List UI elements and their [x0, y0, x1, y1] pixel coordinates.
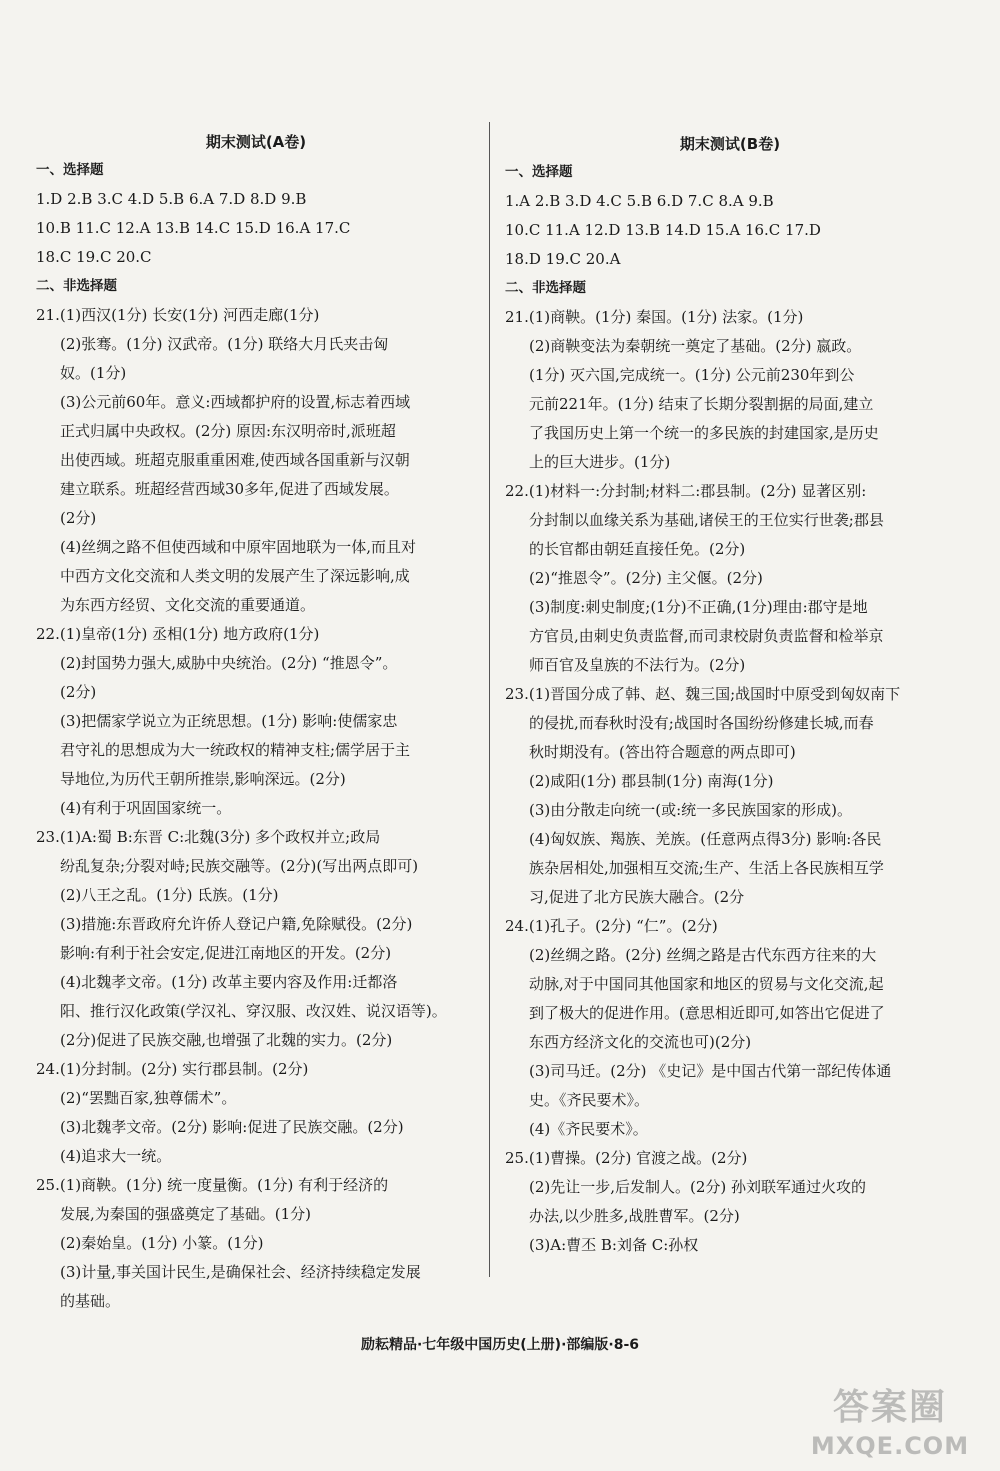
answer-line: (3)公元前60年。意义:西域都护府的设置,标志着西域: [60, 393, 411, 411]
answer-line: 动脉,对于中国同其他国家和地区的贸易与文化交流,起: [529, 975, 884, 993]
answer-line: (2)“罢黜百家,独尊儒术”。: [60, 1089, 237, 1107]
answer-line: (2)丝绸之路。(2分) 丝绸之路是古代东西方往来的大: [529, 946, 877, 964]
section-heading: 一、选择题: [505, 164, 573, 180]
answer-line: (4)追求大一统。: [60, 1147, 172, 1165]
answer-line: (2)张骞。(1分) 汉武帝。(1分) 联络大月氏夹击匈: [60, 335, 389, 353]
answer-line: (3)司马迁。(2分) 《史记》是中国古代第一部纪传体通: [529, 1062, 892, 1080]
answer-line: (3)措施:东晋政府允许侨人登记户籍,免除赋役。(2分): [60, 915, 413, 933]
answer-line: 1.D 2.B 3.C 4.D 5.B 6.A 7.D 8.D 9.B: [36, 190, 307, 208]
section-heading: 二、非选择题: [505, 280, 586, 296]
answer-line: (3)北魏孝文帝。(2分) 影响:促进了民族交融。(2分): [60, 1118, 404, 1136]
answer-line: (3)计量,事关国计民生,是确保社会、经济持续稳定发展: [60, 1263, 421, 1281]
answer-line: 23.(1)晋国分成了韩、赵、魏三国;战国时中原受到匈奴南下: [505, 685, 901, 703]
test-a-answers: [36, 156, 476, 1316]
answer-line: 习,促进了北方民族大融合。(2分: [529, 888, 745, 906]
answer-line: 中西方文化交流和人类文明的发展产生了深远影响,成: [60, 567, 410, 585]
answer-line: 25.(1)商鞅。(1分) 统一度量衡。(1分) 有利于经济的: [36, 1176, 389, 1194]
answer-line: 10.C 11.A 12.D 13.B 14.D 15.A 16.C 17.D: [505, 221, 821, 239]
answer-line: 上的巨大进步。(1分): [529, 453, 671, 471]
answer-line: (2分): [60, 683, 97, 701]
test-b-column: [505, 128, 955, 1260]
answer-line: 导地位,为历代王朝所推崇,影响深远。(2分): [60, 770, 346, 788]
answer-line: (2)秦始皇。(1分) 小篆。(1分): [60, 1234, 264, 1252]
answer-line: 25.(1)曹操。(2分) 官渡之战。(2分): [505, 1149, 748, 1167]
answer-line: (2)商鞅变法为秦朝统一奠定了基础。(2分) 嬴政。: [529, 337, 862, 355]
answer-line: 东西方经济文化的交流也可)(2分): [529, 1033, 752, 1051]
page-footer: [0, 1334, 1000, 1354]
answer-line: 1.A 2.B 3.D 4.C 5.B 6.D 7.C 8.A 9.B: [505, 192, 774, 210]
answer-line: 君守礼的思想成为大一统政权的精神支柱;儒学居于主: [60, 741, 411, 759]
answer-line: 史。《齐民要术》。: [529, 1091, 650, 1109]
answer-line: 10.B 11.C 12.A 13.B 14.C 15.D 16.A 17.C: [36, 219, 351, 237]
watermark: [790, 1385, 990, 1467]
answer-line: (4)丝绸之路不但使西域和中原牢固地联为一体,而且对: [60, 538, 417, 556]
answer-line: (2)封国势力强大,威胁中央统治。(2分) “推恩令”。: [60, 654, 398, 672]
answer-line: (4)《齐民要术》。: [529, 1120, 648, 1138]
answer-line: 秋时期没有。(答出符合题意的两点即可): [529, 743, 796, 761]
answer-line: (2分): [60, 509, 97, 527]
test-b-answers: [505, 158, 955, 1260]
answer-line: 的基础。: [60, 1292, 121, 1310]
answer-line: (2)先让一步,后发制人。(2分) 孙刘联军通过火攻的: [529, 1178, 867, 1196]
answer-line: 元前221年。(1分) 结束了长期分裂割据的局面,建立: [529, 395, 874, 413]
answer-line: 到了极大的促进作用。(意思相近即可,如答出它促进了: [529, 1004, 885, 1022]
footer-text: 励耘精品·七年级中国历史(上册)·部编版·8-6: [360, 1337, 640, 1353]
answer-line: (3)把儒家学说立为正统思想。(1分) 影响:使儒家忠: [60, 712, 398, 730]
answer-line: (4)有利于巩固国家统一。: [60, 799, 232, 817]
answer-line: (3)A:曹丕 B:刘备 C:孙权: [529, 1236, 699, 1254]
answer-line: 奴。(1分): [60, 364, 127, 382]
watermark-logo-text: 答案圈: [832, 1387, 947, 1428]
answer-line: 21.(1)商鞅。(1分) 秦国。(1分) 法家。(1分): [505, 308, 804, 326]
answer-line: (4)北魏孝文帝。(1分) 改革主要内容及作用:迁都洛: [60, 973, 398, 991]
answer-line: (2)八王之乱。(1分) 氐族。(1分): [60, 886, 279, 904]
test-b-title: 期末测试(B卷): [679, 135, 781, 153]
answer-line: 师百官及皇族的不法行为。(2分): [529, 656, 746, 674]
answer-line: 24.(1)分封制。(2分) 实行郡县制。(2分): [36, 1060, 309, 1078]
answer-line: 族杂居相处,加强相互交流;生产、生活上各民族相互学: [529, 859, 884, 877]
answer-line: 22.(1)皇帝(1分) 丞相(1分) 地方政府(1分): [36, 625, 320, 643]
section-heading: 二、非选择题: [36, 278, 117, 294]
answer-line: 18.D 19.C 20.A: [505, 250, 621, 268]
answer-line: 发展,为秦国的强盛奠定了基础。(1分): [60, 1205, 312, 1223]
column-divider: [489, 122, 490, 1277]
answer-line: 正式归属中央政权。(2分) 原因:东汉明帝时,派班超: [60, 422, 396, 440]
answer-line: 阳、推行汉化政策(学汉礼、穿汉服、改汉姓、说汉语等)。: [60, 1002, 447, 1020]
section-heading: 一、选择题: [36, 162, 104, 178]
answer-line: 18.C 19.C 20.C: [36, 248, 152, 266]
answer-line: (3)由分散走向统一(或:统一多民族国家的形成)。: [529, 801, 853, 819]
answer-line: 21.(1)西汉(1分) 长安(1分) 河西走廊(1分): [36, 306, 320, 324]
answer-line: 分封制以血缘关系为基础,诸侯王的王位实行世袭;郡县: [529, 511, 884, 529]
answer-line: 出使西域。班超克服重重困难,使西域各国重新与汉朝: [60, 451, 410, 469]
answer-line: 22.(1)材料一:分封制;材料二:郡县制。(2分) 显著区别:: [505, 482, 867, 500]
answer-line: (2)“推恩令”。(2分) 主父偃。(2分): [529, 569, 763, 587]
answer-line: (2分)促进了民族交融,也增强了北魏的实力。(2分): [60, 1031, 393, 1049]
answer-line: 办法,以少胜多,战胜曹军。(2分): [529, 1207, 740, 1225]
answer-line: 24.(1)孔子。(2分) “仁”。(2分): [505, 917, 718, 935]
watermark-url: MXQE.COM: [810, 1432, 970, 1460]
answer-line: 建立联系。班超经营西域30多年,促进了西域发展。: [60, 480, 399, 498]
answer-line: (1分) 灭六国,完成统一。(1分) 公元前230年到公: [529, 366, 855, 384]
answer-line: (4)匈奴族、羯族、羌族。(任意两点得3分) 影响:各民: [529, 830, 882, 848]
answer-line: 的侵扰,而春秋时没有;战国时各国纷纷修建长城,而春: [529, 714, 874, 732]
answer-line: 为东西方经贸、文化交流的重要通道。: [60, 596, 316, 614]
answer-line: 的长官都由朝廷直接任免。(2分): [529, 540, 746, 558]
test-a-column: [36, 128, 476, 1316]
answer-line: 影响:有利于社会安定,促进江南地区的开发。(2分): [60, 944, 392, 962]
answer-line: 方官员,由刺史负责监督,而司隶校尉负责监督和检举京: [529, 627, 884, 645]
answer-line: 了我国历史上第一个统一的多民族的封建国家,是历史: [529, 424, 879, 442]
answer-line: (3)制度:刺史制度;(1分)不正确,(1分)理由:郡守是地: [529, 598, 868, 616]
answer-line: 23.(1)A:蜀 B:东晋 C:北魏(3分) 多个政权并立;政局: [36, 828, 381, 846]
test-a-title: 期末测试(A卷): [205, 133, 307, 151]
answer-line: 纷乱复杂;分裂对峙;民族交融等。(2分)(写出两点即可): [60, 857, 419, 875]
answer-line: (2)咸阳(1分) 郡县制(1分) 南海(1分): [529, 772, 774, 790]
